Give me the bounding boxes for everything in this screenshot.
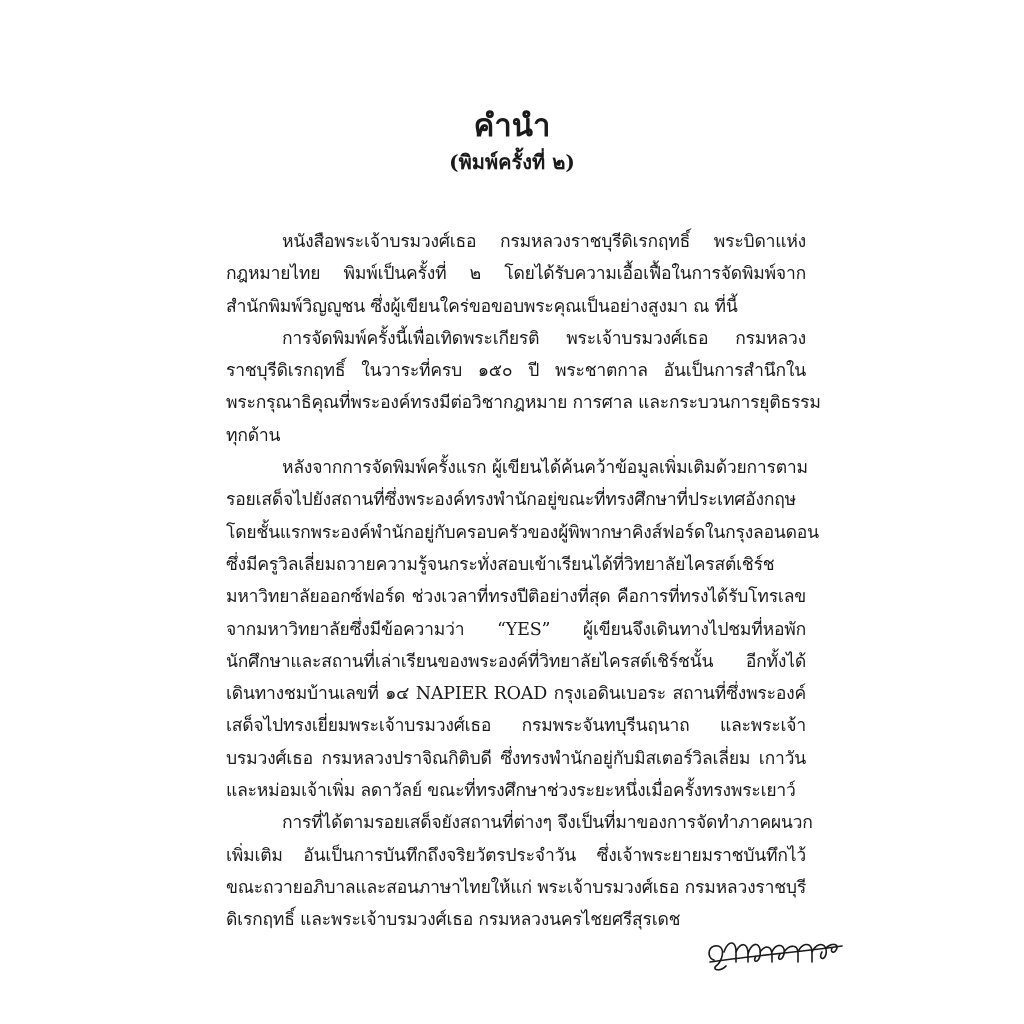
text-line: โดยชั้นแรกพระองค์พำนักอยู่กับครอบครัวของผู้พิพากษาคิงส์ฟอร์ดในกรุงลอนดอน (226, 522, 819, 543)
text-line: เสด็จไปทรงเยี่ยมพระเจ้าบรมวงศ์เธอ กรมพระจันทบุรีนฤนาถ และพระเจ้า (226, 716, 806, 737)
preface-body (226, 226, 821, 937)
text-line: จากมหาวิทยาลัยซึ่งมีข้อความว่า “YES” ผู้เขียนจึงเดินทางไปชมที่หอพัก (226, 619, 806, 640)
text-line: ซึ่งมีครูวิลเลี่ยมถวายความรู้จนกระทั่งสอบเข้าเรียนได้ที่วิทยาลัยไครสต์เชิร์ช (226, 554, 775, 575)
text-line: พระกรุณาธิคุณที่พระองค์ทรงมีต่อวิชากฎหมาย การศาล และกระบวนการยุติธรรม (226, 393, 821, 414)
text-line: การจัดพิมพ์ครั้งนี้เพื่อเทิดพระเกียรติ พระเจ้าบรมวงศ์เธอ กรมหลวง (282, 328, 806, 349)
text-line: และหม่อมเจ้าเพิ่ม ลดาวัลย์ ขณะที่ทรงศึกษาช่วงระยะหนึ่งเมื่อครั้งทรงพระเยาว์ (226, 781, 796, 802)
text-line: มหาวิทยาลัยออกซ์ฟอร์ด ช่วงเวลาที่ทรงปีติอย่างที่สุด คือการที่ทรงได้รับโทรเลข (226, 587, 806, 608)
text-line: หนังสือพระเจ้าบรมวงศ์เธอ กรมหลวงราชบุรีดิเรกฤทธิ์ พระบิดาแห่ง (282, 232, 806, 252)
text-line: เพิ่มเติม อันเป็นการบันทึกถึงจริยวัตรประจำวัน ซึ่งเจ้าพระยายมราชบันทึกไว้ (226, 845, 806, 866)
text-line: หลังจากการจัดพิมพ์ครั้งแรก ผู้เขียนได้ค้นคว้าข้อมูลเพิ่มเติมด้วยการตาม (282, 458, 808, 479)
page-title: คำนำ (473, 108, 551, 144)
text-line: ราชบุรีดิเรกฤทธิ์ ในวาระที่ครบ ๑๕๐ ปี พระชาตกาล อันเป็นการสำนึกใน (226, 361, 806, 382)
text-line: กฎหมายไทย พิมพ์เป็นครั้งที่ ๒ โดยได้รับความเอื้อเฟื้อในการจัดพิมพ์จาก (226, 264, 806, 285)
text-line: ขณะถวายอภิบาลและสอนภาษาไทยให้แก่ พระเจ้าบรมวงศ์เธอ กรมหลวงราชบุรี (226, 877, 807, 898)
text-line: บรมวงศ์เธอ กรมหลวงปราจิณกิติบดี ซึ่งทรงพำนักอยู่กับมิสเตอร์วิลเลี่ยม เกาวัน (226, 748, 806, 769)
author-signature (700, 922, 850, 978)
text-line: เดินทางชมบ้านเลขที่ ๑๔ NAPIER ROAD กรุงเอดินเบอระ สถานที่ซึ่งพระองค์ (226, 684, 806, 705)
text-line: นักศึกษาและสถานที่เล่าเรียนของพระองค์ที่วิทยาลัยไครสต์เชิร์ชนั้น อีกทั้งได้ (226, 651, 806, 672)
text-line: สำนักพิมพ์วิญญูชน ซึ่งผู้เขียนใคร่ขอขอบพระคุณเป็นอย่างสูงมา ณ ที่นี้ (226, 296, 738, 317)
text-line: การที่ได้ตามรอยเสด็จยังสถานที่ต่างๆ จึงเป็นที่มาของการจัดทำภาคผนวก (282, 813, 813, 834)
text-line: ทุกด้าน (226, 425, 281, 446)
text-line: รอยเสด็จไปยังสถานที่ซึ่งพระองค์ทรงพำนักอยู่ขณะที่ทรงศึกษาที่ประเทศอังกฤษ (226, 490, 796, 511)
text-line: ดิเรกฤทธิ์ และพระเจ้าบรมวงศ์เธอ กรมหลวงนครไชยศรีสุรเดช (226, 910, 681, 931)
page-subtitle: (พิมพ์ครั้งที่ ๒) (449, 150, 575, 174)
